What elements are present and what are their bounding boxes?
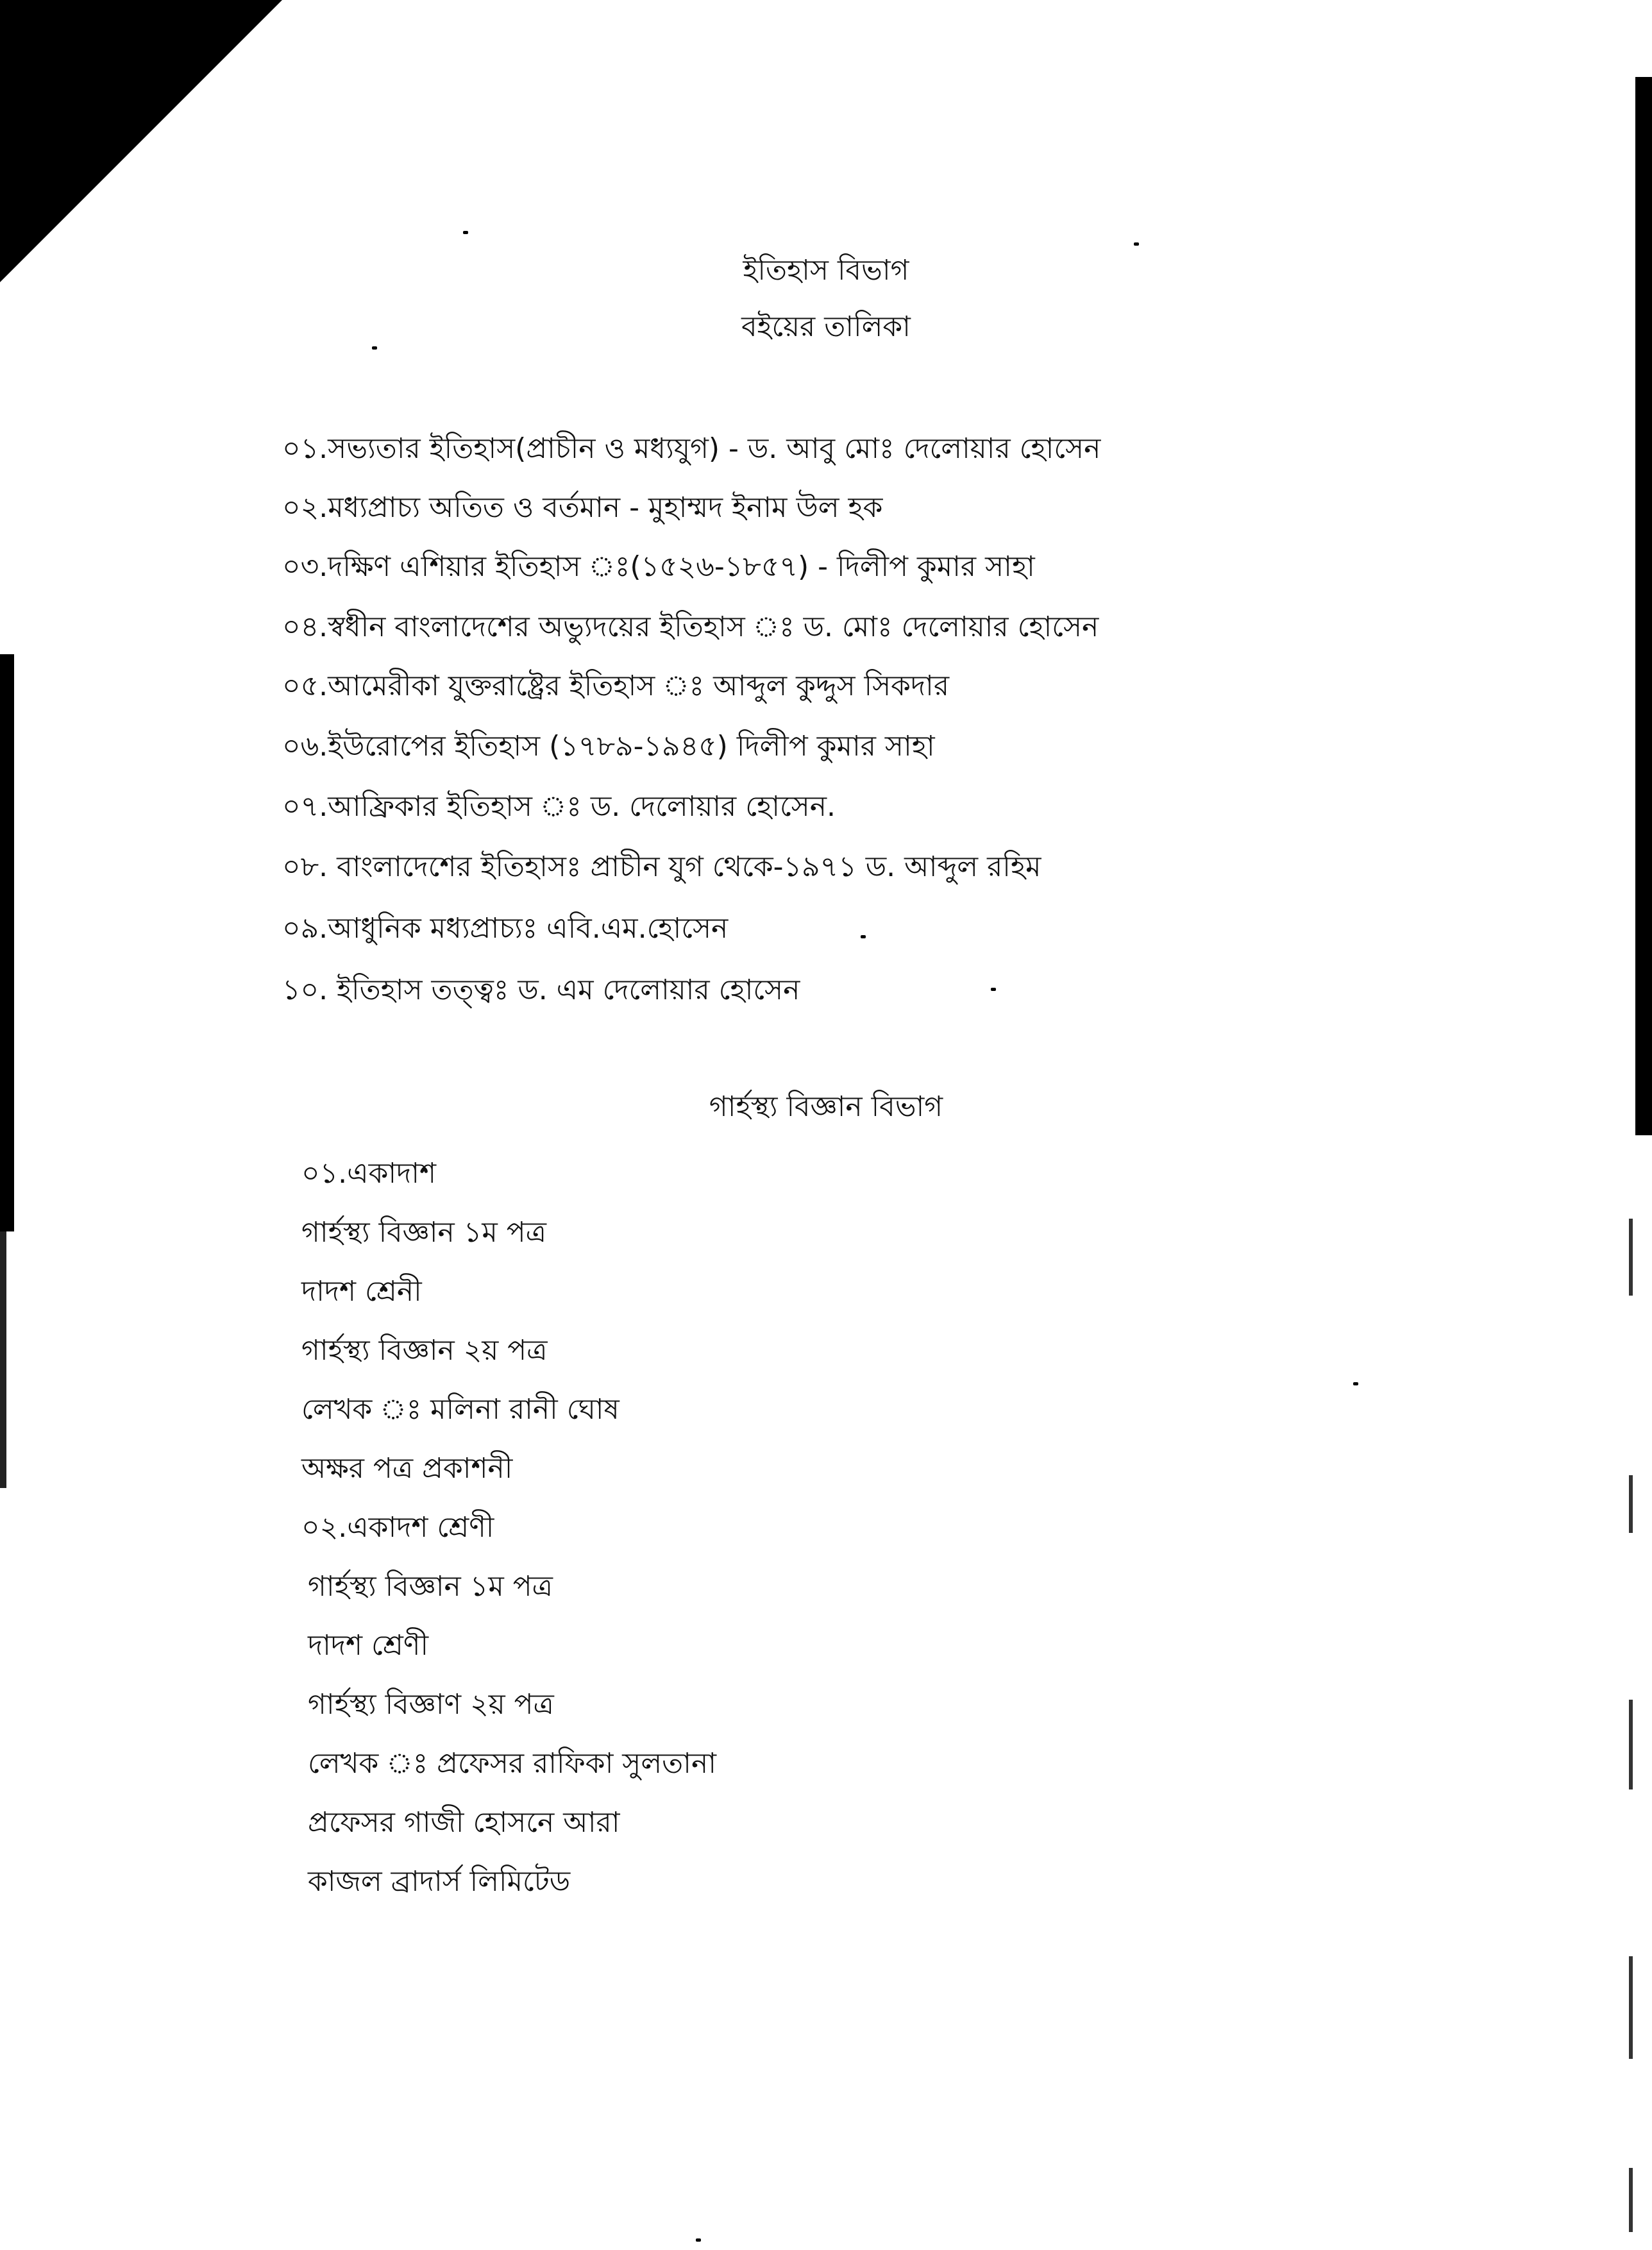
list-item: ০৩.দক্ষিণ এশিয়ার ইতিহাস ঃ(১৫২৬-১৮৫৭) - দিলীপ কুমার সাহা xyxy=(282,550,1035,583)
scan-left-edge xyxy=(0,654,14,1231)
list-item: ০৪.স্বধীন বাংলাদেশের অভ্যুদয়ের ইতিহাস ঃ ড. মোঃ দেলোয়ার হোসেন xyxy=(282,611,1099,643)
list-item: গার্হস্থ্য বিজ্ঞাণ ২য় পত্র xyxy=(308,1688,554,1721)
scan-speck xyxy=(463,231,468,234)
list-item: গার্হস্থ্য বিজ্ঞান ১ম পত্র xyxy=(308,1570,553,1603)
history-dept-title: ইতিহাস বিভাগ xyxy=(743,254,909,287)
list-item: ০৬.ইউরোপের ইতিহাস (১৭৮৯-১৯৪৫) দিলীপ কুমার সাহা xyxy=(282,730,935,763)
list-item: ০২.একাদশ শ্রেণী xyxy=(301,1511,494,1544)
scan-speck xyxy=(991,988,996,991)
list-item: কাজল ব্রাদার্স লিমিটেড xyxy=(308,1865,571,1898)
list-item: ০১.সভ্যতার ইতিহাস(প্রাচীন ও মধ্যযুগ) - ড. আবু মোঃ দেলোয়ার হোসেন xyxy=(282,432,1101,465)
list-item: গার্হস্থ্য বিজ্ঞান ২য় পত্র xyxy=(301,1334,548,1367)
list-item: ০৫.আমেরীকা যুক্তরাষ্ট্রের ইতিহাস ঃ আব্দুল কুদ্দুস সিকদার xyxy=(282,670,950,702)
scan-speck xyxy=(372,346,377,350)
scan-speck xyxy=(861,935,866,938)
home-science-dept-title: গার্হস্থ্য বিজ্ঞান বিভাগ xyxy=(709,1090,943,1123)
list-item: ০২.মধ্যপ্রাচ্য অতিত ও বর্তমান - মুহাম্মদ ইনাম উল হক xyxy=(282,491,883,524)
history-list-title: বইয়ের তালিকা xyxy=(741,310,911,343)
list-item: প্রফেসর গাজী হোসনে আরা xyxy=(308,1806,620,1839)
list-item: ০৮. বাংলাদেশের ইতিহাসঃ প্রাচীন যুগ থেকে-১৯৭১ ড. আব্দুল রহিম xyxy=(282,850,1041,883)
scan-right-mark xyxy=(1629,1219,1633,1296)
list-item: ০৭.আফ্রিকার ইতিহাস ঃ ড. দেলোয়ার হোসেন. xyxy=(282,790,836,823)
scan-right-mark xyxy=(1629,2168,1633,2232)
list-item: অক্ষর পত্র প্রকাশনী xyxy=(301,1452,513,1485)
list-item: দাদশ শ্রেণী xyxy=(308,1629,429,1662)
scan-right-edge xyxy=(1635,77,1652,1135)
list-item: লেখক ঃ মলিনা রানী ঘোষ xyxy=(301,1393,620,1426)
list-item: দাদশ শ্রেনী xyxy=(301,1275,422,1308)
scan-left-edge-thin xyxy=(0,1231,6,1488)
scan-speck xyxy=(1134,242,1139,246)
list-item: ০৯.আধুনিক মধ্যপ্রাচ্যঃ এবি.এম.হোসেন xyxy=(282,912,729,945)
scan-right-mark xyxy=(1629,1956,1633,2059)
scan-speck xyxy=(1353,1382,1358,1385)
scan-right-mark xyxy=(1629,1475,1633,1533)
scan-right-mark xyxy=(1629,1700,1633,1789)
scan-speck xyxy=(696,2238,701,2242)
list-item: লেখক ঃ প্রফেসর রাফিকা সুলতানা xyxy=(308,1747,716,1780)
list-item: ১০. ইতিহাস তত্ত্বঃ ড. এম দেলোয়ার হোসেন xyxy=(282,974,800,1006)
list-item: ০১.একাদাশ xyxy=(301,1157,437,1190)
scan-corner-shadow xyxy=(0,0,282,282)
list-item: গার্হস্থ্য বিজ্ঞান ১ম পত্র xyxy=(301,1216,546,1249)
